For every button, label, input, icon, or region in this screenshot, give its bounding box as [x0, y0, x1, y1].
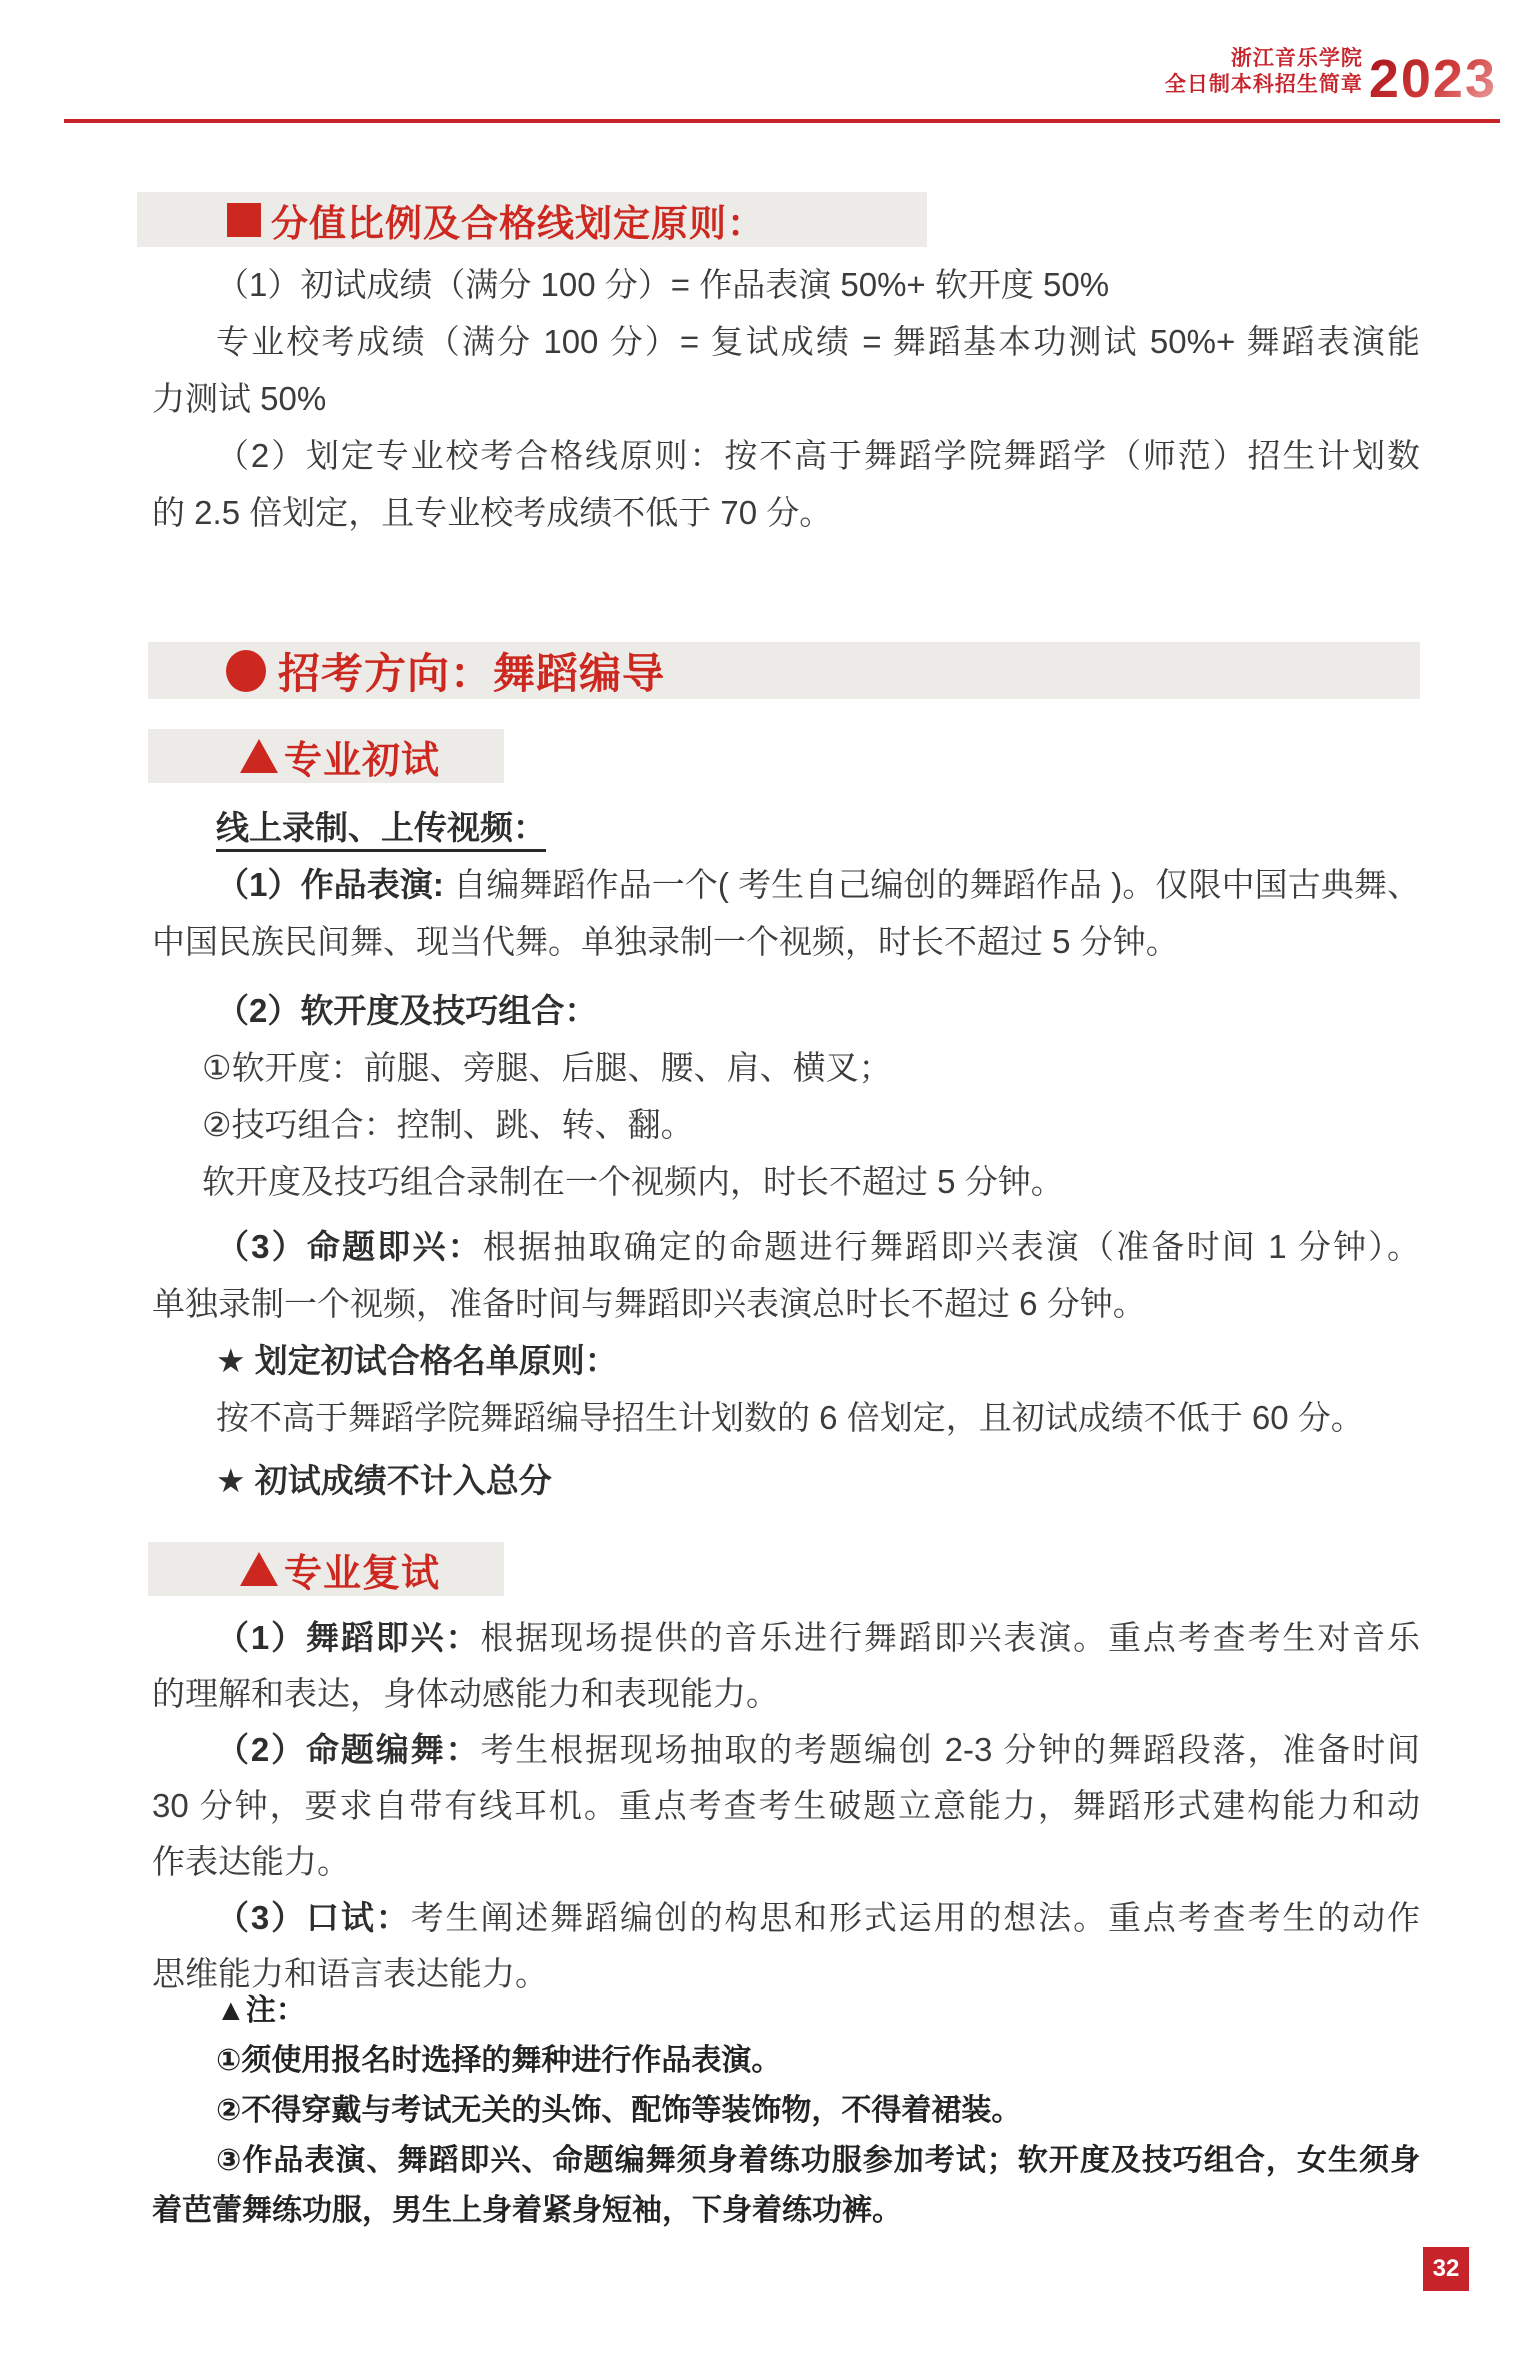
notes-title: ▲注： [216, 1994, 306, 2027]
text-line [152, 799, 1420, 856]
triangle-bullet-icon [240, 739, 278, 773]
underlined-subtitle: 线上录制、上传视频： [216, 809, 546, 852]
text-line: （1）初试成绩（满分 100 分）= 作品表演 50%+ 软开度 50% [216, 266, 1110, 303]
text-line: ②技巧组合：控制、跳、转、翻。 [202, 1106, 694, 1143]
page-number: 32 [1432, 2255, 1460, 2282]
retest-paragraphs [152, 1610, 1420, 2002]
section-title-direction: 招考方向：舞蹈编导 [278, 649, 666, 697]
text-line: ★ 划定初试合格名单原则： [216, 1342, 618, 1379]
text-line: 的理解和表达，身体动感能力和表现能力。 [152, 1675, 779, 1712]
primary-test-header-inner [148, 729, 440, 784]
text-line: ★ 初试成绩不计入总分 [216, 1462, 552, 1499]
circle-bullet-icon [226, 650, 266, 692]
section-header-direction [148, 642, 1420, 699]
subsection-title-retest: 专业复试 [284, 1552, 441, 1595]
square-bullet-icon [227, 203, 261, 237]
text-line: （2）软开度及技巧组合： [216, 992, 598, 1029]
school-name-block [1165, 46, 1363, 98]
text-line: 着芭蕾舞练功服，男生上身着紧身短袖，下身着练功裤。 [152, 2194, 902, 2227]
year-label: 2023 [1368, 49, 1497, 109]
text-line: （1）舞蹈即兴：根据现场提供的音乐进行舞蹈即兴表演。重点考查考生对音乐 [216, 1619, 1420, 1656]
text-line: ②不得穿戴与考试无关的头饰、配饰等装饰物，不得着裙装。 [216, 2094, 1022, 2127]
school-name: 浙江音乐学院 [1230, 47, 1363, 70]
section-header-score-rules [137, 192, 927, 247]
retest-header-inner [148, 1542, 440, 1597]
score-rules-paragraphs [152, 256, 1420, 541]
subsection-title-primary-test: 专业初试 [284, 739, 441, 782]
text-line: ①须使用报名时选择的舞种进行作品表演。 [216, 2044, 782, 2077]
subsection-header-primary-test [148, 729, 504, 783]
text-line: 专业校考成绩（满分 100 分）= 复试成绩 = 舞蹈基本功测试 50%+ 舞蹈表演能 [216, 323, 1420, 360]
subsection-header-retest [148, 1542, 504, 1596]
text-line: 单独录制一个视频，准备时间与舞蹈即兴表演总时长不超过 6 分钟。 [152, 1285, 1146, 1322]
text-line: 30 分钟，要求自带有线耳机。重点考查考生破题立意能力，舞蹈形式建构能力和动 [152, 1787, 1420, 1824]
text-line: （3）命题即兴：根据抽取确定的命题进行舞蹈即兴表演（准备时间 1 分钟）。 [216, 1228, 1420, 1265]
notes-block [152, 1986, 1420, 2236]
text-line: ①软开度：前腿、旁腿、后腿、腰、肩、横叉； [202, 1049, 892, 1086]
text-line: 的 2.5 倍划定，且专业校考成绩不低于 70 分。 [152, 494, 833, 531]
text-line: （3）口试：考生阐述舞蹈编创的构思和形式运用的想法。重点考查考生的动作 [216, 1899, 1421, 1936]
brochure-name: 全日制本科招生简章 [1164, 73, 1363, 96]
text-line: 作表达能力。 [152, 1843, 350, 1880]
text-line: 软开度及技巧组合录制在一个视频内，时长不超过 5 分钟。 [202, 1163, 1064, 1200]
text-line: 按不高于舞蹈学院舞蹈编导招生计划数的 6 倍划定，且初试成绩不低于 60 分。 [216, 1399, 1364, 1436]
text-line: （2）命题编舞：考生根据现场抽取的考题编创 2-3 分钟的舞蹈段落，准备时间 [216, 1731, 1420, 1768]
triangle-bullet-icon [240, 1552, 278, 1586]
header-divider [64, 119, 1500, 123]
text-line: 思维能力和语言表达能力。 [152, 1955, 548, 1992]
primary-test-subtitle [152, 799, 1420, 856]
text-line: 中国民族民间舞、现当代舞。单独录制一个视频，时长不超过 5 分钟。 [152, 923, 1179, 960]
page-number-badge [1423, 2247, 1469, 2291]
text-line: （2）划定专业校考合格线原则：按不高于舞蹈学院舞蹈学（师范）招生计划数 [216, 437, 1420, 474]
text-line: 力测试 50% [152, 380, 327, 417]
text-line: ③作品表演、舞蹈即兴、命题编舞须身着练功服参加考试；软开度及技巧组合，女生须身 [216, 2144, 1420, 2177]
direction-header-inner [148, 641, 665, 701]
text-line: （1）作品表演: 自编舞蹈作品一个( 考生自己编创的舞蹈作品 )。仅限中国古典舞、 [216, 866, 1421, 903]
section-title-score-rules: 分值比例及合格线划定原则： [271, 202, 765, 244]
page-header [1164, 46, 1497, 109]
primary-test-paragraphs [152, 856, 1420, 1509]
